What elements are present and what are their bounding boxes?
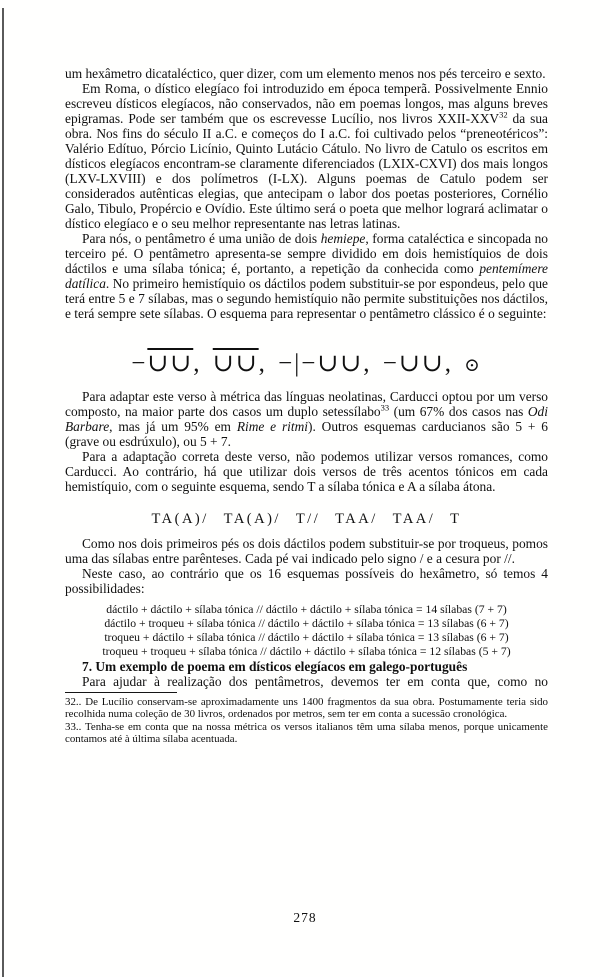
footnote-rule — [65, 692, 177, 693]
possibility-row: troqueu + dáctilo + sílaba tónica // dáctilo + dáctilo + sílaba tónica = 13 sílabas (6 + 7) — [104, 631, 509, 644]
paragraph-roman-history: Em Roma, o dístico elegíaco foi introduzido em época temperã. Possivelmente Ennio escreveu dísticos elegíacos, não conservados, não em poemas longos, mas alguns breves epigramas. Pode ser também que os escrevesse Lucílio, nos livros XXII-XXV$^{32}$ da sua obra. Nos fins do século II a.C. e começos do I a.C. foi cultivado pelos “preneotéricos”: Valério Edítuo, Pórcio Licínio, Quinto Lutácio Cátulo. No livro de Catulo os escritos em dísticos elegíacos encontram-se claramente diferenciados (LXIX-CXVI) dos mais longos (LXV-LXVIII) e dos polímetros (I-LX). Alguns poemas de Catulo podem ser considerados autênticas elegias, que antecipam o labor dos poetas posteriores, Cornélio Galo, Tibulo, Propércio e Ovídio. Este último será o poeta que melhor logrará aclimatar o dístico elegíaco e o seu melhor representante nas letras latinas. — [65, 81, 548, 231]
paragraph-trochee-substitution: Como nos dois primeiros pés os dois dáctilos podem substituir-se por troqueus, pomos uma das sílabas entre parênteses. Cada pé vai indicado pelo signo / e a cesura por //. — [65, 536, 548, 566]
possibility-row: dáctilo + dáctilo + sílaba tónica // dáctilo + dáctilo + sílaba tónica = 14 sílabas (7 + 7) — [106, 603, 507, 616]
paragraph-correct-adaptation: Para a adaptação correta deste verso, não podemos utilizar versos romances, como Carducci. Ao contrário, há que utilizar dois versos de três acentos tónicos em cada hemistíquio, com o seguinte esquema, sendo T a sílaba tónica e A a sílaba átona. — [65, 449, 548, 494]
paragraph-carducci-adaptation: Para adaptar este verso à métrica das línguas neolatinas, Carducci optou por um verso composto, na maior parte dos casos um duplo setessílabo$^{33}$ (um 67% dos casos nas Odi Barbare, mas já um 95% em Rime e ritmi). Outros esquemas carducianos são 5 + 6 (grave ou esdrúxulo), ou 5 + 7. — [65, 389, 548, 449]
possibilities-list — [65, 603, 548, 659]
possibility-row: dáctilo + troqueu + sílaba tónica // dáctilo + dáctilo + sílaba tónica = 13 sílabas (6 + 7) — [104, 617, 509, 630]
section-heading: 7. Um exemplo de poema em dísticos elegíacos em galego-português — [82, 659, 468, 674]
scan-edge-line — [2, 8, 4, 977]
possibility-row: troqueu + troqueu + sílaba tónica // dáctilo + dáctilo + sílaba tónica = 12 sílabas (5 + 7) — [102, 645, 511, 658]
page-number: 278 — [293, 910, 317, 925]
paragraph-four-possibilities-intro: Neste caso, ao contrário que os 16 esquemas possíveis do hexâmetro, só temos 4 possibilidades: — [65, 566, 548, 596]
text-block — [65, 66, 548, 746]
tonic-scheme: TA(A)/ TA(A)/ T// TAA/ TAA/ T — [151, 511, 462, 527]
metrical-scheme: −∪∪, ∪∪, −|−∪∪, −∪∪, ⊙ — [131, 350, 482, 377]
paragraph-pentameter-definition: Para nós, o pentâmetro é uma união de dois hemiepe, forma cataléctica e sincopada no terceiro pé. O pentâmetro apresenta-se sempre dividido em dois hemistíquios de dois dáctilos e uma sílaba tónica; é, portanto, a repetição da conhecida como pentemímere datílica. No primeiro hemistíquio os dáctilos podem substituir-se por espondeus, pelo que terá entre 5 e 7 sílabas, mas o segundo hemistíquio não permite substituições nos dáctilos, e terá sempre sete sílabas. O esquema para representar o pentâmetro clássico é o seguinte: — [65, 231, 548, 321]
footnote-32: 32.. De Lucílio conservam-se aproximadamente uns 1400 fragmentos da sua obra. Postumamente teria sido recolhida numa coleção de 30 livros, ordenados por metros, sem ter em conta a sucessão cronológica. — [65, 696, 548, 721]
footnote-33: 33.. Tenha-se em conta que na nossa métrica os versos italianos têm uma sílaba menos, porque unicamente contamos até à última sílaba acentuada. — [65, 720, 548, 746]
paragraph-last-line: Para ajudar à realização dos pentâmetros, devemos ter em conta que, como no — [82, 674, 548, 689]
paragraph-continuation: um hexâmetro dicataléctico, quer dizer, com um elemento menos nos pés terceiro e sexto. — [65, 66, 546, 81]
